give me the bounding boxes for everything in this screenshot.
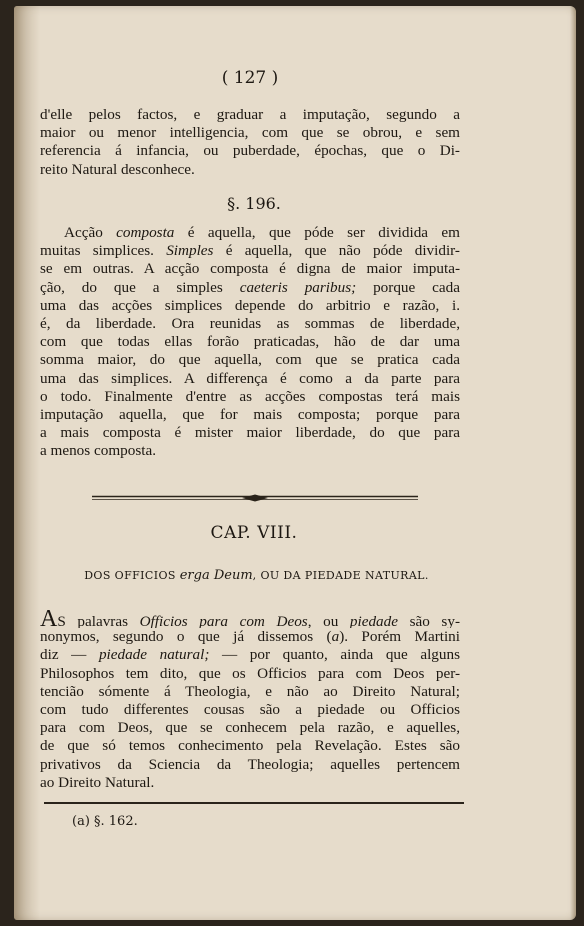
book-page [14,6,576,920]
text-line: o todo. Finalmente d'entre as acções compostas terá mais [40,387,460,405]
term-officios: Officios para com Deos [139,613,308,629]
footnote-ref: a [331,628,340,646]
text-line: imputação aquella, que for mais composta; porque para [40,405,460,423]
text-run: nonymos, segundo o que já dissemos ( [40,628,332,646]
text-run: — por quanto, ainda que alguns [209,646,460,664]
text-run: é aquella, que não póde dividir- [213,242,460,260]
text-run: muitas simplices. [40,242,167,260]
chapter-title: CAP. VIII. [210,523,298,543]
text-line [40,610,460,628]
text-line: com que todas ellas forão praticadas, hão de dar uma [40,333,460,351]
text-run: ção, do que a simples [40,278,240,296]
page-edge [570,6,576,920]
text-line: para com Deos, que se conhecem pela razão, e aquelles, [40,719,460,737]
text-run: porque cada [356,278,460,296]
page-number: ( 127 ) [221,68,279,88]
ornamental-divider [92,494,418,502]
text-line: a mais composta é mister maior liberdade, do que para [40,424,460,442]
text-line [40,279,460,297]
text-run: ). Porém Martini [339,628,460,646]
footnote-rule [44,802,464,804]
footnote: (a) §. 162. [72,814,138,829]
term-caeteris-paribus: caeteris paribus; [239,278,357,296]
text-line: reito Natural desconhece. [40,160,195,178]
text-line: maior ou menor intelligencia, com que se obrou, e sem [40,124,460,142]
subtitle-part: DOS OFFICIOS [84,569,180,582]
text-line [40,224,460,242]
paragraph-196 [40,224,460,460]
text-line: de que só temos conhecimento pela Revelação. Estes são [40,737,460,755]
text-line: uma das acções simplices depende do arbitrio e razão, i. [40,296,460,314]
text-run: são sy- [397,613,460,629]
text-run: , ou [307,613,350,629]
term-simples: Simples [166,242,214,260]
text-run: diz — [40,646,99,664]
text-line: Philosophos tem dito, que os Officios para com Deos per- [40,664,460,682]
text-line: com tudo differentes cousas são a piedade ou Officios [40,700,460,718]
subtitle-italic: erga Deum [179,568,253,583]
paragraph-chapter-viii [40,610,460,792]
text-line [40,646,460,664]
text-line: privativos da Sciencia da Theologia; aquelles pertencem [40,755,460,773]
subtitle-part: , OU DA PIEDADE NATURAL. [252,569,429,582]
section-number: §. 196. [227,194,281,213]
text-line: é, da liberdade. Ora reunidas as sommas de liberdade, [40,314,460,332]
text-line [40,628,460,646]
drop-cap: A [40,610,58,629]
chapter-subtitle [64,568,449,583]
text-line: d'elle pelos factos, e graduar a imputação, segundo a [40,106,460,123]
text-line [40,242,460,260]
spine-shadow [14,6,40,920]
text-line: se em outras. A acção composta é digna de maior imputa- [40,260,460,278]
term-piedade: piedade [349,613,398,629]
term-composta: composta [116,224,175,241]
text-run: é aquella, que póde ser dividida em [174,224,460,241]
text-line: ao Direito Natural. [40,773,155,791]
text-run: Acção [64,224,117,241]
paragraph-continued [40,106,460,179]
text-line: somma maior, do que aquella, com que se pratica cada [40,351,460,369]
text-line: referencia á infancia, ou puberdade, épochas, que o Di- [40,142,460,160]
text-run: S palavras [57,613,140,629]
text-line: a menos composta. [40,442,156,460]
text-line: uma das simplices. A differença é como a da parte para [40,369,460,387]
term-piedade-natural: piedade natural; [98,646,210,664]
text-line: tencião sómente á Theologia, e não ao Direito Natural; [40,682,460,700]
